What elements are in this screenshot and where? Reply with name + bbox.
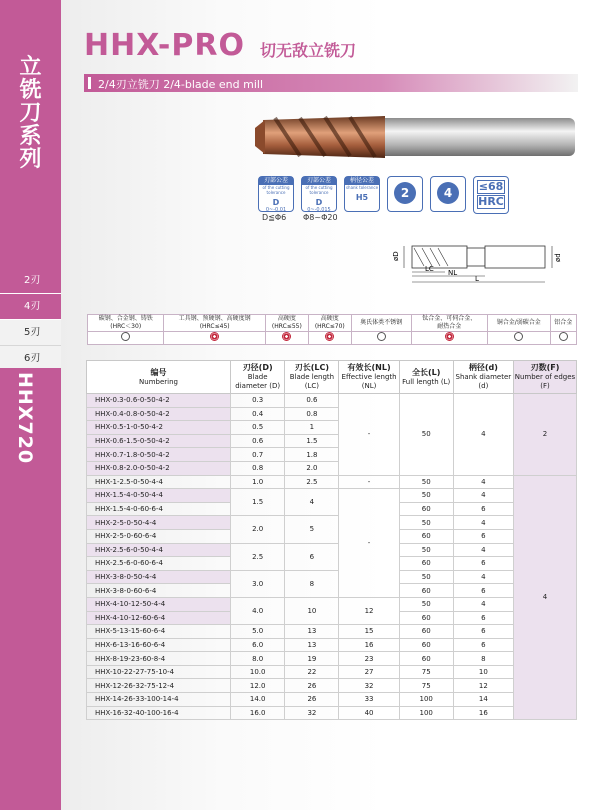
table-cell: 12	[453, 679, 513, 693]
table-cell: 50	[399, 516, 453, 530]
part-number: HHX-8-19-23-60-8-4	[87, 652, 231, 666]
table-cell: 60	[399, 625, 453, 639]
sidebar-nav	[0, 268, 61, 372]
part-number: HHX-0.6-1.5-0-50-4-2	[87, 434, 231, 448]
svg-text:LC: LC	[425, 265, 434, 273]
table-cell: 50	[399, 543, 453, 557]
table-cell: 1	[285, 421, 339, 435]
material-header: 奥氏体类不锈钢	[351, 315, 411, 332]
table-cell: 4	[453, 570, 513, 584]
table-row	[87, 665, 577, 679]
cutting-tolerance-badge-2: 刃部公差 of the cutting tolerance D 0~-0.015	[301, 176, 337, 212]
table-cell: 6	[453, 529, 513, 543]
material-header: 高硬度 (HRC≤70)	[308, 315, 351, 332]
column-header: 编号 Numbering	[87, 361, 231, 394]
section-bar: 2/4刃立铣刀 2/4-blade end mill	[84, 74, 578, 92]
table-cell: 50	[399, 489, 453, 503]
part-number: HHX-1.5-4-0-60-6-4	[87, 502, 231, 516]
part-number: HHX-1-2.5-0-50-4-4	[87, 475, 231, 489]
table-row	[87, 475, 577, 489]
part-number: HHX-10-22-27-75-10-4	[87, 665, 231, 679]
part-number: HHX-2.5-6-0-60-6-4	[87, 557, 231, 571]
sidebar-item-4-flute[interactable]: 4刃	[0, 294, 61, 320]
table-cell: 75	[399, 679, 453, 693]
table-row	[87, 652, 577, 666]
table-cell: 4	[453, 489, 513, 503]
part-number: HHX-0.7-1.8-0-50-4-2	[87, 448, 231, 462]
table-cell: 8	[285, 570, 339, 597]
hrc-badge: ≤68 HRC	[473, 176, 509, 214]
material-suitability-mark	[265, 332, 308, 345]
material-header: 钛合金、可伺合金、 耐热合金	[411, 315, 487, 332]
table-cell: 27	[339, 665, 399, 679]
page-subtitle: 切无敌立铣刀	[260, 41, 357, 60]
table-row	[87, 706, 577, 720]
spec-table	[86, 360, 577, 720]
table-cell: 3.0	[230, 570, 284, 597]
table-cell: 6	[453, 557, 513, 571]
recommended-mark-icon	[210, 332, 219, 341]
suitable-mark-icon	[559, 332, 568, 341]
table-cell: 10	[453, 665, 513, 679]
vertical-title: 立 铣 刀 系 列	[19, 55, 42, 172]
material-suitability-mark	[487, 332, 550, 345]
table-cell: -	[339, 489, 399, 598]
sidebar-item-6-flute[interactable]: 6刃	[0, 346, 61, 372]
table-cell: 23	[339, 652, 399, 666]
table-cell: 26	[285, 679, 339, 693]
shank-tolerance-badge: 柄径公差 shank tolerance H5	[344, 176, 380, 212]
part-number: HHX-0.4-0.8-0-50-4-2	[87, 407, 231, 421]
table-cell: 16.0	[230, 706, 284, 720]
table-cell: 4	[453, 475, 513, 489]
table-row	[87, 693, 577, 707]
table-cell: 32	[285, 706, 339, 720]
table-cell: 6	[453, 638, 513, 652]
table-cell: 8	[453, 652, 513, 666]
table-cell: 5.0	[230, 625, 284, 639]
table-cell: 2.5	[230, 543, 284, 570]
table-cell: -	[339, 475, 399, 489]
table-cell: 1.5	[285, 434, 339, 448]
end-mill-image	[245, 108, 580, 163]
material-suitability-mark	[550, 332, 576, 345]
table-cell: 6.0	[230, 638, 284, 652]
table-cell: 32	[339, 679, 399, 693]
material-header: 铜合金/弱碳合金	[487, 315, 550, 332]
table-cell: 60	[399, 502, 453, 516]
material-suitability-mark	[411, 332, 487, 345]
table-cell: 4	[453, 597, 513, 611]
table-cell: 50	[399, 570, 453, 584]
part-number: HHX-3-8-0-50-4-4	[87, 570, 231, 584]
table-cell: 14.0	[230, 693, 284, 707]
table-cell: 4	[453, 394, 513, 476]
table-cell: 2.0	[230, 516, 284, 543]
recommended-mark-icon	[282, 332, 291, 341]
part-number: HHX-0.8-2.0-0-50-4-2	[87, 461, 231, 475]
table-cell: 2	[513, 394, 576, 476]
table-cell: 60	[399, 652, 453, 666]
svg-text:ød: ød	[554, 253, 562, 262]
part-number: HHX-0.5-1-0-50-4-2	[87, 421, 231, 435]
table-cell: 60	[399, 557, 453, 571]
table-row	[87, 638, 577, 652]
table-row	[87, 570, 577, 584]
table-cell: 50	[399, 475, 453, 489]
table-cell: 1.0	[230, 475, 284, 489]
table-cell: 1.5	[230, 489, 284, 516]
table-cell: 6	[453, 625, 513, 639]
recommended-mark-icon	[325, 332, 334, 341]
part-number: HHX-4-10-12-50-4-4	[87, 597, 231, 611]
table-cell: 2.5	[285, 475, 339, 489]
table-cell: 5	[285, 516, 339, 543]
part-number: HHX-12-26-32-75-12-4	[87, 679, 231, 693]
part-number: HHX-3-8-0-60-6-4	[87, 584, 231, 598]
table-cell: 16	[339, 638, 399, 652]
badge-caption-1: D≦Φ6	[262, 213, 287, 222]
table-row	[87, 516, 577, 530]
table-cell: 4	[453, 516, 513, 530]
table-cell: 33	[339, 693, 399, 707]
table-cell: 2.0	[285, 461, 339, 475]
table-cell: 0.8	[285, 407, 339, 421]
four-flute-icon: 4	[430, 176, 466, 212]
table-cell: 10	[285, 597, 339, 624]
table-cell: 12	[339, 597, 399, 624]
column-header: 柄径(d) Shank diameter (d)	[453, 361, 513, 394]
part-number: HHX-5-13-15-60-6-4	[87, 625, 231, 639]
table-cell: 13	[285, 638, 339, 652]
series-tab[interactable]: HHX720	[0, 368, 61, 810]
svg-text:L: L	[475, 275, 479, 283]
part-number: HHX-1.5-4-0-50-4-4	[87, 489, 231, 503]
table-cell: 12.0	[230, 679, 284, 693]
table-cell: -	[339, 394, 399, 476]
column-header: 刃长(LC) Blade length (LC)	[285, 361, 339, 394]
table-cell: 4	[453, 543, 513, 557]
table-cell: 0.4	[230, 407, 284, 421]
table-cell: 4	[513, 475, 576, 720]
column-header: 有效长(NL) Effective length (NL)	[339, 361, 399, 394]
table-cell: 4.0	[230, 597, 284, 624]
table-row	[87, 489, 577, 503]
table-cell: 15	[339, 625, 399, 639]
recommended-mark-icon	[445, 332, 454, 341]
table-cell: 14	[453, 693, 513, 707]
part-number: HHX-16-32-40-100-16-4	[87, 706, 231, 720]
part-number: HHX-2-5-0-60-6-4	[87, 529, 231, 543]
column-header: 刃数(F) Number of edges (F)	[513, 361, 576, 394]
column-header: 刃径(D) Blade diameter (D)	[230, 361, 284, 394]
table-cell: 60	[399, 638, 453, 652]
table-cell: 22	[285, 665, 339, 679]
table-cell: 50	[399, 394, 453, 476]
table-row	[87, 597, 577, 611]
material-header: 铝合金	[550, 315, 576, 332]
part-number: HHX-2.5-6-0-50-4-4	[87, 543, 231, 557]
sidebar-item-2-flute[interactable]: 2刃	[0, 268, 61, 294]
table-cell: 0.6	[230, 434, 284, 448]
svg-text:NL: NL	[448, 269, 458, 277]
table-cell: 19	[285, 652, 339, 666]
table-cell: 0.5	[230, 421, 284, 435]
part-number: HHX-14-26-33-100-14-4	[87, 693, 231, 707]
material-suitability-mark	[308, 332, 351, 345]
sidebar-item-5-flute[interactable]: 5刃	[0, 320, 61, 346]
table-cell: 0.3	[230, 394, 284, 408]
material-suitability-mark	[164, 332, 265, 345]
svg-text:øD: øD	[392, 251, 400, 261]
table-cell: 13	[285, 625, 339, 639]
part-number: HHX-2-5-0-50-4-4	[87, 516, 231, 530]
table-cell: 1.8	[285, 448, 339, 462]
table-cell: 6	[453, 584, 513, 598]
table-row	[87, 394, 577, 408]
part-number: HHX-0.3-0.6-0-50-4-2	[87, 394, 231, 408]
table-cell: 60	[399, 584, 453, 598]
table-cell: 60	[399, 611, 453, 625]
table-cell: 75	[399, 665, 453, 679]
table-cell: 50	[399, 597, 453, 611]
material-table	[87, 314, 577, 345]
table-cell: 0.8	[230, 461, 284, 475]
dimension-diagram	[390, 226, 570, 286]
table-row	[87, 679, 577, 693]
material-header: 高硬度 (HRC≤55)	[265, 315, 308, 332]
badge-caption-2: Φ8~Φ20	[303, 213, 338, 222]
table-cell: 100	[399, 693, 453, 707]
table-cell: 0.7	[230, 448, 284, 462]
table-cell: 60	[399, 529, 453, 543]
column-header: 全长(L) Full length (L)	[399, 361, 453, 394]
table-cell: 40	[339, 706, 399, 720]
suitable-mark-icon	[377, 332, 386, 341]
two-flute-icon: 2	[387, 176, 423, 212]
table-cell: 6	[453, 502, 513, 516]
material-suitability-mark	[351, 332, 411, 345]
table-row	[87, 625, 577, 639]
table-cell: 10.0	[230, 665, 284, 679]
part-number: HHX-4-10-12-60-6-4	[87, 611, 231, 625]
material-header: 工具钢、预硬钢、高硬度钢 (HRC≤45)	[164, 315, 265, 332]
table-cell: 26	[285, 693, 339, 707]
suitable-mark-icon	[121, 332, 130, 341]
table-cell: 6	[453, 611, 513, 625]
table-row	[87, 543, 577, 557]
cutting-tolerance-badge-1: 刃部公差 of the cutting tolerance D 0~-0.01	[258, 176, 294, 212]
table-cell: 16	[453, 706, 513, 720]
part-number: HHX-6-13-16-60-6-4	[87, 638, 231, 652]
table-cell: 4	[285, 489, 339, 516]
page-title: HHX-PRO	[84, 28, 245, 63]
table-cell: 6	[285, 543, 339, 570]
suitable-mark-icon	[514, 332, 523, 341]
material-header: 碳钢、合金钢、铸铁 (HRC＜30)	[88, 315, 164, 332]
table-cell: 100	[399, 706, 453, 720]
table-cell: 8.0	[230, 652, 284, 666]
material-suitability-mark	[88, 332, 164, 345]
table-cell: 0.6	[285, 394, 339, 408]
